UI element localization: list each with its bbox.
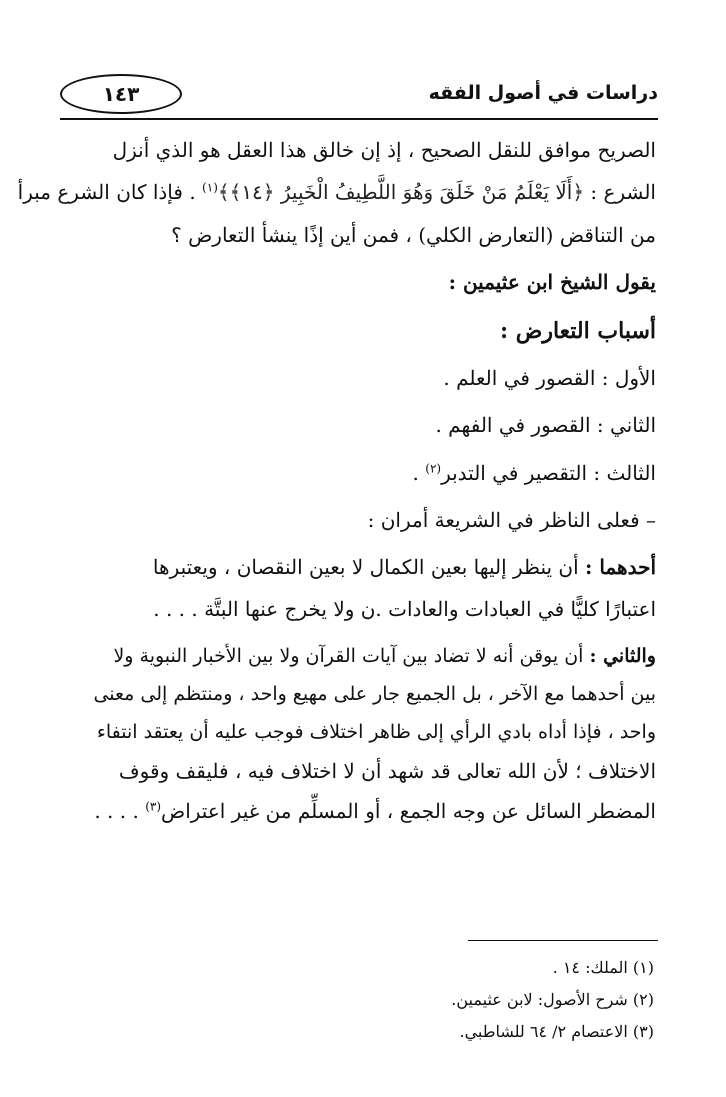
text-line: الاختلاف ؛ لأن الله تعالى قد شهد أن لا اختلاف فيه ، فليقف وقوف (118, 759, 656, 783)
header-title: دراسات في أصول الفقه (428, 82, 658, 104)
footnote: (٣) الاعتصام ٢/ ٦٤ للشاطبي. (459, 1022, 654, 1041)
paragraph-label: أحدهما : (585, 555, 656, 579)
running-header (60, 74, 658, 118)
text-line (66, 555, 656, 579)
text-segment: المضطر السائل عن وجه الجمع ، أو المسلِّم من غير اعتراض (161, 799, 656, 823)
text-line: من التناقض (التعارض الكلي) ، فمن أين إذًا ينشأ التعارض ؟ (171, 223, 656, 247)
text-segment: الثالث : التقصير في التدبر (441, 461, 656, 485)
footnote-rule (468, 940, 658, 941)
text-line (17, 180, 656, 204)
text-line: واحد ، فإذا أداه بادي الرأي إلى ظاهر اختلاف فوجب عليه أن يعتقد انتفاء (96, 721, 656, 743)
text-segment: الشرع : (584, 180, 656, 204)
text-line: الصريح موافق للنقل الصحيح ، إذ إن خالق هذا العقل هو الذي أنزل (112, 138, 656, 162)
quran-verse: ﴿أَلَا يَعْلَمُ مَنْ خَلَقَ وَهُوَ اللَّطِيفُ الْخَبِيرُ ﴿١٤﴾﴾ (217, 180, 585, 204)
footnote-ref: (٢) (425, 461, 442, 476)
text-segment: أن ينظر إليها بعين الكمال لا بعين النقصان ، ويعتبرها (152, 555, 586, 579)
section-heading: يقول الشيخ ابن عثيمين : (448, 270, 656, 294)
text-line: – فعلى الناظر في الشريعة أمران : (367, 508, 656, 532)
footnote: (٢) شرح الأصول: لابن عثيمين. (451, 990, 654, 1009)
section-heading: أسباب التعارض : (499, 318, 656, 344)
text-line (66, 799, 656, 823)
text-line (66, 645, 656, 667)
text-segment: أن يوقن أنه لا تضاد بين آيات القرآن ولا بين الأخبار النبوية ولا (113, 645, 590, 667)
text-line: اعتبارًا كليًّا في العبادات والعادات .ن ولا يخرج عنها البتَّة . . . . (153, 597, 656, 621)
list-item: الأول : القصور في العلم . (443, 366, 656, 390)
page-number: ١٤٣ (60, 74, 182, 114)
list-item (66, 461, 656, 485)
text-segment: . . . . (94, 799, 146, 823)
list-item: الثاني : القصور في الفهم . (435, 413, 656, 437)
text-segment: . فإذا كان الشرع مبرأ (17, 180, 203, 204)
text-line: بين أحدهما مع الآخر ، بل الجميع جار على مهيع واحد ، ومنتظم إلى معنى (93, 683, 656, 705)
text-segment: . (412, 461, 426, 485)
paragraph-label: والثاني : (589, 645, 656, 667)
footnote-ref: (٣) (145, 799, 162, 814)
header-rule (60, 118, 658, 120)
footnote-ref: (١) (202, 180, 218, 195)
footnote: (١) الملك: ١٤ . (552, 958, 654, 977)
